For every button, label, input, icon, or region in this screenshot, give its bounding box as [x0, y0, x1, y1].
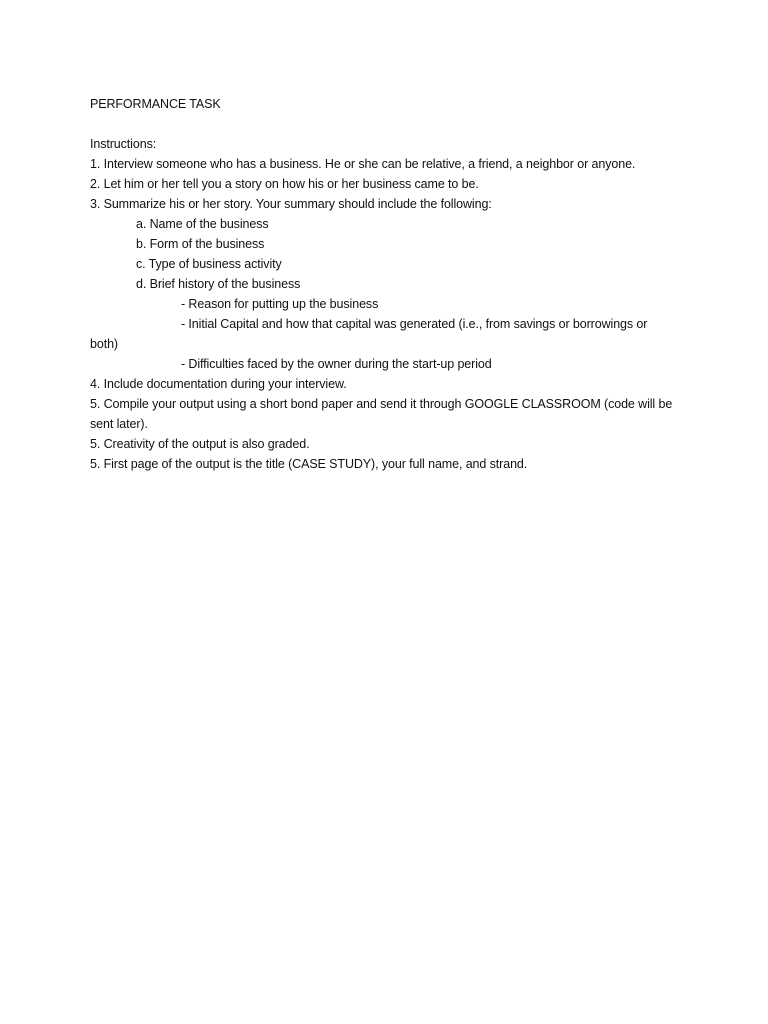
instruction-item-5-creativity: 5. Creativity of the output is also graded.	[90, 437, 310, 451]
history-point-difficulties: - Difficulties faced by the owner during the start-up period	[181, 357, 492, 371]
instruction-item-3: 3. Summarize his or her story. Your summary should include the following:	[90, 197, 492, 211]
instruction-item-5-compile: 5. Compile your output using a short bond paper and send it through GOOGLE CLASSROOM (code will be	[90, 397, 673, 411]
summary-item-d: d. Brief history of the business	[136, 277, 301, 291]
instruction-item-5-compile-continued: sent later).	[90, 417, 148, 431]
instruction-item-1: 1. Interview someone who has a business. He or she can be relative, a friend, a neighbor or anyone.	[90, 157, 636, 171]
history-point-reason: - Reason for putting up the business	[181, 297, 379, 311]
instructions-label: Instructions:	[90, 137, 157, 151]
document-page	[90, 94, 690, 474]
document-title: PERFORMANCE TASK	[90, 97, 221, 111]
history-point-capital: - Initial Capital and how that capital was generated (i.e., from savings or borrowings or	[181, 317, 648, 331]
history-point-capital-continued: both)	[90, 337, 118, 351]
instruction-item-5-title-page: 5. First page of the output is the title (CASE STUDY), your full name, and strand.	[90, 457, 528, 471]
summary-item-c: c. Type of business activity	[136, 257, 282, 271]
instruction-item-4: 4. Include documentation during your interview.	[90, 377, 347, 391]
summary-item-b: b. Form of the business	[136, 237, 265, 251]
instruction-item-2: 2. Let him or her tell you a story on how his or her business came to be.	[90, 177, 479, 191]
summary-item-a: a. Name of the business	[136, 217, 269, 231]
